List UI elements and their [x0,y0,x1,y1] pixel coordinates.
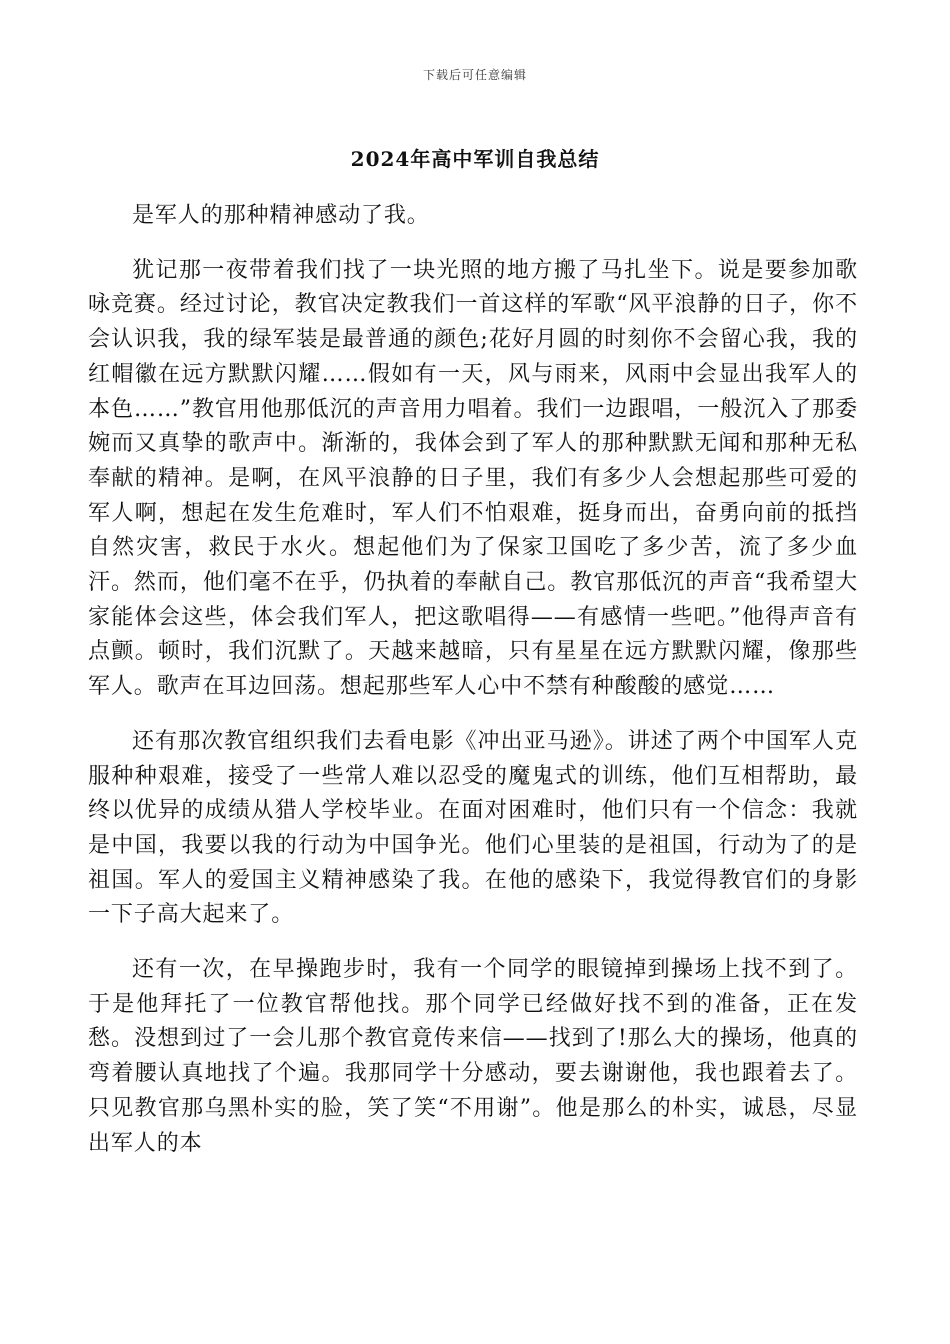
paragraph-movie: 还有那次教官组织我们去看电影《冲出亚马逊》。讲述了两个中国军人克服种种艰难，接受了一些常人难以忍受的魔鬼式的训练，他们互相帮助，最终以优异的成绩从猎人学校毕业。在面对困难时，他们只有一个信念：我就是中国，我要以我的行动为中国争光。他们心里装的是祖国，行动为了的是祖国。军人的爱国主义精神感染了我。在他的感染下，我觉得教官们的身影一下子高大起来了。 [88,728,858,928]
paragraph-intro: 是军人的那种精神感动了我。 [132,203,430,228]
paragraph-song: 犹记那一夜带着我们找了一块光照的地方搬了马扎坐下。说是要参加歌咏竞赛。经过讨论，教官决定教我们一首这样的军歌“风平浪静的日子，你不会认识我，我的绿军装是最普通的颜色;花好月圆的时刻你不会留心我，我的红帽徽在远方默默闪耀……假如有一天，风与雨来，风雨中会显出我军人的本色……”教官用他那低沉的声音用力唱着。我们一边跟唱，一般沉入了那委婉而又真挚的歌声中。渐渐的，我体会到了军人的那种默默无闻和那种无私奉献的精神。是啊，在风平浪静的日子里，我们有多少人会想起那些可爱的军人啊，想起在发生危难时，军人们不怕艰难，挺身而出，奋勇向前的抵挡自然灾害，救民于水火。想起他们为了保家卫国吃了多少苦，流了多少血汗。然而，他们毫不在乎，仍执着的奉献自己。教官那低沉的声音“我希望大家能体会这些，体会我们军人，把这歌唱得——有感情一些吧。”他得声音有点颤。顿时，我们沉默了。天越来越暗，只有星星在远方默默闪耀，像那些军人。歌声在耳边回荡。想起那些军人心中不禁有种酸酸的感觉…… [88,257,858,700]
header-note: 下载后可任意编辑 [422,68,527,82]
document-title: 2024年高中军训自我总结 [350,147,600,171]
paragraph-glasses: 还有一次，在早操跑步时，我有一个同学的眼镜掉到操场上找不到了。于是他拜托了一位教官帮他找。那个同学已经做好找不到的准备，正在发愁。没想到过了一会儿那个教官竟传来信——找到了!那么大的操场，他真的弯着腰认真地找了个遍。我那同学十分感动，要去谢谢他，我也跟着去了。只见教官那乌黑朴实的脸，笑了笑“不用谢”。他是那么的朴实，诚恳，尽显出军人的本 [88,957,858,1156]
document-body [88,199,858,1161]
